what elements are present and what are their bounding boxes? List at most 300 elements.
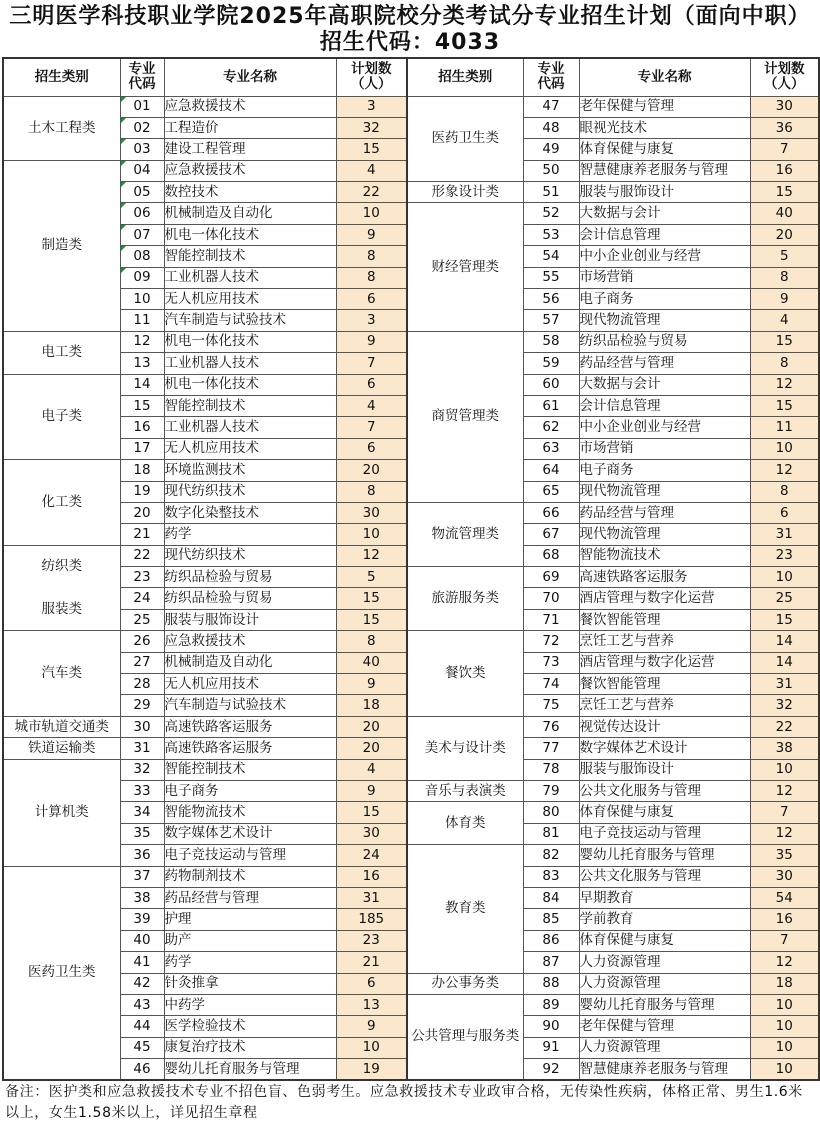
plan-count-cell: 3 (336, 310, 407, 331)
major-code-cell: 83 (523, 866, 579, 887)
major-name-cell: 纺织品检验与贸易 (579, 331, 750, 352)
major-name-cell: 中药学 (164, 994, 336, 1015)
major-name-cell: 餐饮智能管理 (579, 674, 750, 695)
major-name-cell: 服装与服饰设计 (579, 759, 750, 780)
plan-count-cell: 7 (750, 930, 819, 951)
plan-count-cell: 20 (336, 716, 407, 737)
major-code-cell: 10 (120, 289, 164, 310)
major-name-cell: 早期教育 (579, 887, 750, 908)
plan-count-cell: 10 (336, 1037, 407, 1058)
major-code-cell: 73 (523, 652, 579, 673)
major-code-cell: 39 (120, 909, 164, 930)
major-name-cell: 高速铁路客运服务 (164, 738, 336, 759)
plan-count-cell: 14 (750, 631, 819, 652)
major-name-cell: 酒店管理与数字化运营 (579, 652, 750, 673)
plan-count-cell: 30 (750, 866, 819, 887)
major-code-cell: 07 (120, 224, 164, 245)
plan-count-cell: 4 (750, 310, 819, 331)
major-code-cell: 52 (523, 203, 579, 224)
major-name-cell: 电子竞技运动与管理 (579, 823, 750, 844)
major-name-cell: 应急救援技术 (164, 96, 336, 117)
plan-count-cell: 9 (336, 224, 407, 245)
major-name-cell: 公共文化服务与管理 (579, 781, 750, 802)
major-code-cell: 60 (523, 374, 579, 395)
plan-count-cell: 9 (336, 674, 407, 695)
header-category-label: 招生类别 (438, 68, 493, 85)
plan-count-cell: 7 (336, 417, 407, 438)
plan-count-cell: 40 (336, 652, 407, 673)
major-code-cell: 44 (120, 1016, 164, 1037)
header-major-label: 专业名称 (223, 68, 277, 85)
major-code-cell: 24 (120, 588, 164, 609)
plan-count-cell: 25 (750, 588, 819, 609)
major-name-cell: 建设工程管理 (164, 139, 336, 160)
major-name-cell: 婴幼儿托育服务与管理 (579, 994, 750, 1015)
major-name-cell: 机械制造及自动化 (164, 203, 336, 224)
category-cell: 化工类 (3, 460, 120, 546)
major-name-cell: 机电一体化技术 (164, 331, 336, 352)
header-category (407, 58, 523, 96)
plan-count-cell: 12 (336, 545, 407, 566)
major-name-cell: 机械制造及自动化 (164, 652, 336, 673)
major-name-cell: 市场营销 (579, 267, 750, 288)
major-code-cell: 56 (523, 289, 579, 310)
major-name-cell: 智能控制技术 (164, 759, 336, 780)
major-code-cell: 89 (523, 994, 579, 1015)
major-code-cell: 75 (523, 695, 579, 716)
major-name-cell: 智能物流技术 (164, 802, 336, 823)
header-code (120, 58, 164, 96)
plan-count-cell: 15 (750, 331, 819, 352)
major-name-cell: 中小企业创业与经营 (579, 417, 750, 438)
major-code-cell: 23 (120, 567, 164, 588)
plan-count-cell: 12 (750, 952, 819, 973)
plan-count-cell: 6 (336, 374, 407, 395)
plan-count-cell: 15 (750, 395, 819, 416)
major-code-cell: 15 (120, 395, 164, 416)
enrollment-plan-table (2, 57, 820, 1081)
major-code-cell: 22 (120, 545, 164, 566)
plan-count-cell: 32 (336, 117, 407, 138)
plan-count-cell: 54 (750, 887, 819, 908)
major-code-cell: 20 (120, 502, 164, 523)
plan-count-cell: 20 (750, 224, 819, 245)
plan-count-cell: 7 (336, 353, 407, 374)
major-code-cell: 61 (523, 395, 579, 416)
plan-count-cell: 31 (336, 887, 407, 908)
major-code-cell: 38 (120, 887, 164, 908)
header-code-line1: 专业 (128, 61, 156, 78)
table-row (3, 631, 819, 652)
plan-count-cell: 9 (750, 289, 819, 310)
category-cell: 美术与设计类 (407, 716, 523, 780)
plan-count-cell: 3 (336, 96, 407, 117)
major-name-cell: 市场营销 (579, 438, 750, 459)
table-row (3, 973, 819, 994)
major-name-cell: 人力资源管理 (579, 973, 750, 994)
major-code-cell: 66 (523, 502, 579, 523)
major-name-cell: 工业机器人技术 (164, 417, 336, 438)
major-name-cell: 药学 (164, 952, 336, 973)
major-name-cell: 数字媒体艺术设计 (579, 738, 750, 759)
table-row (3, 781, 819, 802)
plan-count-cell: 10 (750, 438, 819, 459)
plan-count-cell: 21 (336, 952, 407, 973)
plan-count-cell: 4 (336, 160, 407, 181)
plan-count-cell: 9 (336, 1016, 407, 1037)
table-row (3, 502, 819, 523)
category-cell: 教育类 (407, 845, 523, 973)
plan-count-cell: 6 (750, 502, 819, 523)
table-body (3, 96, 819, 1080)
plan-count-cell: 12 (750, 374, 819, 395)
major-code-cell: 54 (523, 246, 579, 267)
category-cell: 电工类 (3, 331, 120, 374)
plan-count-cell: 15 (750, 182, 819, 203)
major-name-cell: 人力资源管理 (579, 952, 750, 973)
major-code-cell: 17 (120, 438, 164, 459)
major-name-cell: 智能控制技术 (164, 246, 336, 267)
major-code-cell: 78 (523, 759, 579, 780)
category-cell: 形象设计类 (407, 182, 523, 203)
category-cell: 计算机类 (3, 759, 120, 866)
major-name-cell: 人力资源管理 (579, 1037, 750, 1058)
plan-count-cell: 10 (336, 203, 407, 224)
major-name-cell: 纺织品检验与贸易 (164, 567, 336, 588)
major-code-cell: 19 (120, 481, 164, 502)
major-name-cell: 工业机器人技术 (164, 267, 336, 288)
major-code-cell: 11 (120, 310, 164, 331)
major-code-cell: 77 (523, 738, 579, 759)
table-row (3, 994, 819, 1015)
major-name-cell: 婴幼儿托育服务与管理 (579, 845, 750, 866)
plan-count-cell: 10 (336, 524, 407, 545)
plan-count-cell: 6 (336, 289, 407, 310)
major-name-cell: 汽车制造与试验技术 (164, 695, 336, 716)
major-name-cell: 电子商务 (579, 289, 750, 310)
plan-count-cell: 10 (750, 1037, 819, 1058)
major-name-cell: 智慧健康养老服务与管理 (579, 160, 750, 181)
plan-count-cell: 15 (336, 139, 407, 160)
major-name-cell: 纺织品检验与贸易 (164, 588, 336, 609)
header-major-label: 专业名称 (637, 68, 692, 85)
major-name-cell: 视觉传达设计 (579, 716, 750, 737)
major-name-cell: 餐饮智能管理 (579, 609, 750, 630)
plan-count-cell: 8 (336, 481, 407, 502)
major-name-cell: 智慧健康养老服务与管理 (579, 1059, 750, 1080)
major-name-cell: 无人机应用技术 (164, 289, 336, 310)
major-name-cell: 高速铁路客运服务 (164, 716, 336, 737)
major-code-cell: 58 (523, 331, 579, 352)
major-code-cell: 67 (523, 524, 579, 545)
plan-count-cell: 18 (336, 695, 407, 716)
major-code-cell: 08 (120, 246, 164, 267)
major-code-cell: 21 (120, 524, 164, 545)
major-name-cell: 服装与服饰设计 (164, 609, 336, 630)
header-code (523, 58, 579, 96)
major-name-cell: 无人机应用技术 (164, 674, 336, 695)
major-name-cell: 药学 (164, 524, 336, 545)
major-code-cell: 55 (523, 267, 579, 288)
plan-count-cell: 8 (336, 267, 407, 288)
major-name-cell: 智能物流技术 (579, 545, 750, 566)
major-code-cell: 72 (523, 631, 579, 652)
major-name-cell: 烹饪工艺与营养 (579, 695, 750, 716)
plan-count-cell: 20 (336, 460, 407, 481)
major-name-cell: 现代物流管理 (579, 481, 750, 502)
category-cell: 办公事务类 (407, 973, 523, 994)
major-code-cell: 12 (120, 331, 164, 352)
category-cell: 财经管理类 (407, 203, 523, 331)
major-name-cell: 会计信息管理 (579, 224, 750, 245)
major-name-cell: 现代物流管理 (579, 524, 750, 545)
major-code-cell: 02 (120, 117, 164, 138)
category-cell: 旅游服务类 (407, 567, 523, 631)
plan-count-cell: 6 (336, 438, 407, 459)
major-name-cell: 数字媒体艺术设计 (164, 823, 336, 844)
plan-count-cell: 7 (750, 802, 819, 823)
major-name-cell: 中小企业创业与经营 (579, 246, 750, 267)
major-name-cell: 智能控制技术 (164, 395, 336, 416)
major-code-cell: 70 (523, 588, 579, 609)
plan-count-cell: 10 (750, 994, 819, 1015)
plan-count-cell: 11 (750, 417, 819, 438)
major-name-cell: 助产 (164, 930, 336, 951)
major-name-cell: 现代物流管理 (579, 310, 750, 331)
major-name-cell: 公共文化服务与管理 (579, 866, 750, 887)
table-row (3, 331, 819, 352)
major-name-cell: 电子竞技运动与管理 (164, 845, 336, 866)
plan-count-cell: 15 (750, 609, 819, 630)
major-name-cell: 体育保健与康复 (579, 139, 750, 160)
plan-count-cell: 4 (336, 759, 407, 780)
major-code-cell: 68 (523, 545, 579, 566)
header-major (164, 58, 336, 96)
major-name-cell: 会计信息管理 (579, 395, 750, 416)
major-code-cell: 31 (120, 738, 164, 759)
plan-count-cell: 23 (750, 545, 819, 566)
major-code-cell: 13 (120, 353, 164, 374)
major-code-cell: 49 (523, 139, 579, 160)
major-code-cell: 37 (120, 866, 164, 887)
plan-count-cell: 15 (336, 588, 407, 609)
major-code-cell: 40 (120, 930, 164, 951)
major-code-cell: 91 (523, 1037, 579, 1058)
header-plan (336, 58, 407, 96)
major-code-cell: 87 (523, 952, 579, 973)
plan-count-cell: 9 (336, 781, 407, 802)
plan-count-cell: 40 (750, 203, 819, 224)
major-name-cell: 现代纺织技术 (164, 545, 336, 566)
major-code-cell: 16 (120, 417, 164, 438)
major-name-cell: 机电一体化技术 (164, 374, 336, 395)
plan-count-cell: 36 (750, 117, 819, 138)
major-code-cell: 01 (120, 96, 164, 117)
plan-count-cell: 6 (336, 973, 407, 994)
plan-count-cell: 19 (336, 1059, 407, 1080)
major-name-cell: 大数据与会计 (579, 203, 750, 224)
table-header (3, 58, 819, 96)
major-code-cell: 45 (120, 1037, 164, 1058)
table-row (3, 716, 819, 737)
plan-count-cell: 31 (750, 524, 819, 545)
major-name-cell: 工业机器人技术 (164, 353, 336, 374)
major-name-cell: 汽车制造与试验技术 (164, 310, 336, 331)
plan-count-cell: 15 (336, 802, 407, 823)
plan-count-cell: 24 (336, 845, 407, 866)
major-name-cell: 药物制剂技术 (164, 866, 336, 887)
category-cell: 体育类 (407, 802, 523, 845)
major-code-cell: 30 (120, 716, 164, 737)
header-plan-line1: 计划数 (351, 61, 392, 78)
plan-count-cell: 5 (336, 567, 407, 588)
plan-count-cell: 10 (750, 1059, 819, 1080)
table-row (3, 802, 819, 823)
major-name-cell: 无人机应用技术 (164, 438, 336, 459)
plan-count-cell: 5 (750, 246, 819, 267)
plan-count-cell: 15 (336, 609, 407, 630)
major-code-cell: 27 (120, 652, 164, 673)
major-code-cell: 50 (523, 160, 579, 181)
plan-count-cell: 22 (336, 182, 407, 203)
plan-count-cell: 8 (336, 246, 407, 267)
category-cell: 制造类 (3, 160, 120, 331)
plan-count-cell: 20 (336, 738, 407, 759)
major-code-cell: 25 (120, 609, 164, 630)
table-row (3, 96, 819, 117)
category-cell: 土木工程类 (3, 96, 120, 160)
plan-count-cell: 18 (750, 973, 819, 994)
plan-count-cell: 8 (750, 481, 819, 502)
major-name-cell: 环境监测技术 (164, 460, 336, 481)
category-cell: 医药卫生类 (407, 96, 523, 182)
header-category (3, 58, 120, 96)
major-name-cell: 现代纺织技术 (164, 481, 336, 502)
major-name-cell: 酒店管理与数字化运营 (579, 588, 750, 609)
table-row (3, 567, 819, 588)
plan-count-cell: 10 (750, 1016, 819, 1037)
plan-count-cell: 32 (750, 695, 819, 716)
plan-count-cell: 16 (750, 160, 819, 181)
major-code-cell: 41 (120, 952, 164, 973)
major-name-cell: 工程造价 (164, 117, 336, 138)
table-row (3, 203, 819, 224)
major-code-cell: 28 (120, 674, 164, 695)
header-code-line2: 代码 (537, 76, 565, 93)
table-row (3, 182, 819, 203)
plan-count-cell: 9 (336, 331, 407, 352)
major-name-cell: 数控技术 (164, 182, 336, 203)
major-code-cell: 29 (120, 695, 164, 716)
major-name-cell: 护理 (164, 909, 336, 930)
major-code-cell: 32 (120, 759, 164, 780)
plan-count-cell: 12 (750, 823, 819, 844)
major-name-cell: 电子商务 (579, 460, 750, 481)
major-code-cell: 35 (120, 823, 164, 844)
category-cell: 城市轨道交通类 (3, 716, 120, 737)
major-code-cell: 59 (523, 353, 579, 374)
major-code-cell: 34 (120, 802, 164, 823)
major-code-cell: 06 (120, 203, 164, 224)
major-code-cell: 84 (523, 887, 579, 908)
plan-count-cell: 16 (336, 866, 407, 887)
major-name-cell: 药品经营与管理 (579, 353, 750, 374)
major-name-cell: 应急救援技术 (164, 160, 336, 181)
header-plan-line1: 计划数 (764, 61, 805, 78)
major-name-cell: 应急救援技术 (164, 631, 336, 652)
header-row (3, 58, 819, 96)
major-name-cell: 针灸推拿 (164, 973, 336, 994)
major-code-cell: 64 (523, 460, 579, 481)
header-code-line2: 代码 (128, 76, 156, 93)
category-cell: 铁道运输类 (3, 738, 120, 759)
major-code-cell: 88 (523, 973, 579, 994)
major-code-cell: 26 (120, 631, 164, 652)
major-code-cell: 33 (120, 781, 164, 802)
category-cell: 医药卫生类 (3, 866, 120, 1080)
header-plan (750, 58, 819, 96)
major-code-cell: 14 (120, 374, 164, 395)
major-code-cell: 46 (120, 1059, 164, 1080)
plan-count-cell: 7 (750, 139, 819, 160)
major-name-cell: 药品经营与管理 (164, 887, 336, 908)
plan-count-cell: 31 (750, 674, 819, 695)
major-name-cell: 电子商务 (164, 781, 336, 802)
plan-count-cell: 10 (750, 759, 819, 780)
category-cell: 电子类 (3, 374, 120, 460)
header-plan-line2: （人） (351, 76, 392, 93)
major-code-cell: 47 (523, 96, 579, 117)
major-name-cell: 老年保健与管理 (579, 96, 750, 117)
major-code-cell: 04 (120, 160, 164, 181)
major-name-cell: 高速铁路客运服务 (579, 567, 750, 588)
major-name-cell: 服装与服饰设计 (579, 182, 750, 203)
footnote: 备注：医护类和应急救援技术专业不招色盲、色弱考生。应急救援技术专业政审合格，无传染性疾病，体格正常、男生1.6米以上，女生1.58米以上，详见招生章程 (5, 1084, 803, 1121)
major-code-cell: 43 (120, 994, 164, 1015)
category-cell: 商贸管理类 (407, 331, 523, 502)
major-name-cell: 机电一体化技术 (164, 224, 336, 245)
major-code-cell: 48 (523, 117, 579, 138)
major-name-cell: 数字化染整技术 (164, 502, 336, 523)
major-code-cell: 86 (523, 930, 579, 951)
category-cell: 餐饮类 (407, 631, 523, 717)
plan-count-cell: 4 (336, 395, 407, 416)
plan-count-cell: 30 (336, 823, 407, 844)
major-name-cell: 学前教育 (579, 909, 750, 930)
major-code-cell: 05 (120, 182, 164, 203)
major-code-cell: 18 (120, 460, 164, 481)
major-code-cell: 53 (523, 224, 579, 245)
plan-count-cell: 8 (336, 631, 407, 652)
major-code-cell: 51 (523, 182, 579, 203)
major-code-cell: 81 (523, 823, 579, 844)
major-name-cell: 医学检验技术 (164, 1016, 336, 1037)
major-code-cell: 57 (523, 310, 579, 331)
plan-count-cell: 8 (750, 353, 819, 374)
major-code-cell: 36 (120, 845, 164, 866)
major-code-cell: 71 (523, 609, 579, 630)
plan-count-cell: 22 (750, 716, 819, 737)
plan-count-cell: 16 (750, 909, 819, 930)
category-cell: 公共管理与服务类 (407, 994, 523, 1080)
table-row (3, 845, 819, 866)
major-code-cell: 42 (120, 973, 164, 994)
plan-count-cell: 185 (336, 909, 407, 930)
plan-count-cell: 23 (336, 930, 407, 951)
major-name-cell: 眼视光技术 (579, 117, 750, 138)
major-code-cell: 92 (523, 1059, 579, 1080)
header-code-line1: 专业 (537, 61, 565, 78)
